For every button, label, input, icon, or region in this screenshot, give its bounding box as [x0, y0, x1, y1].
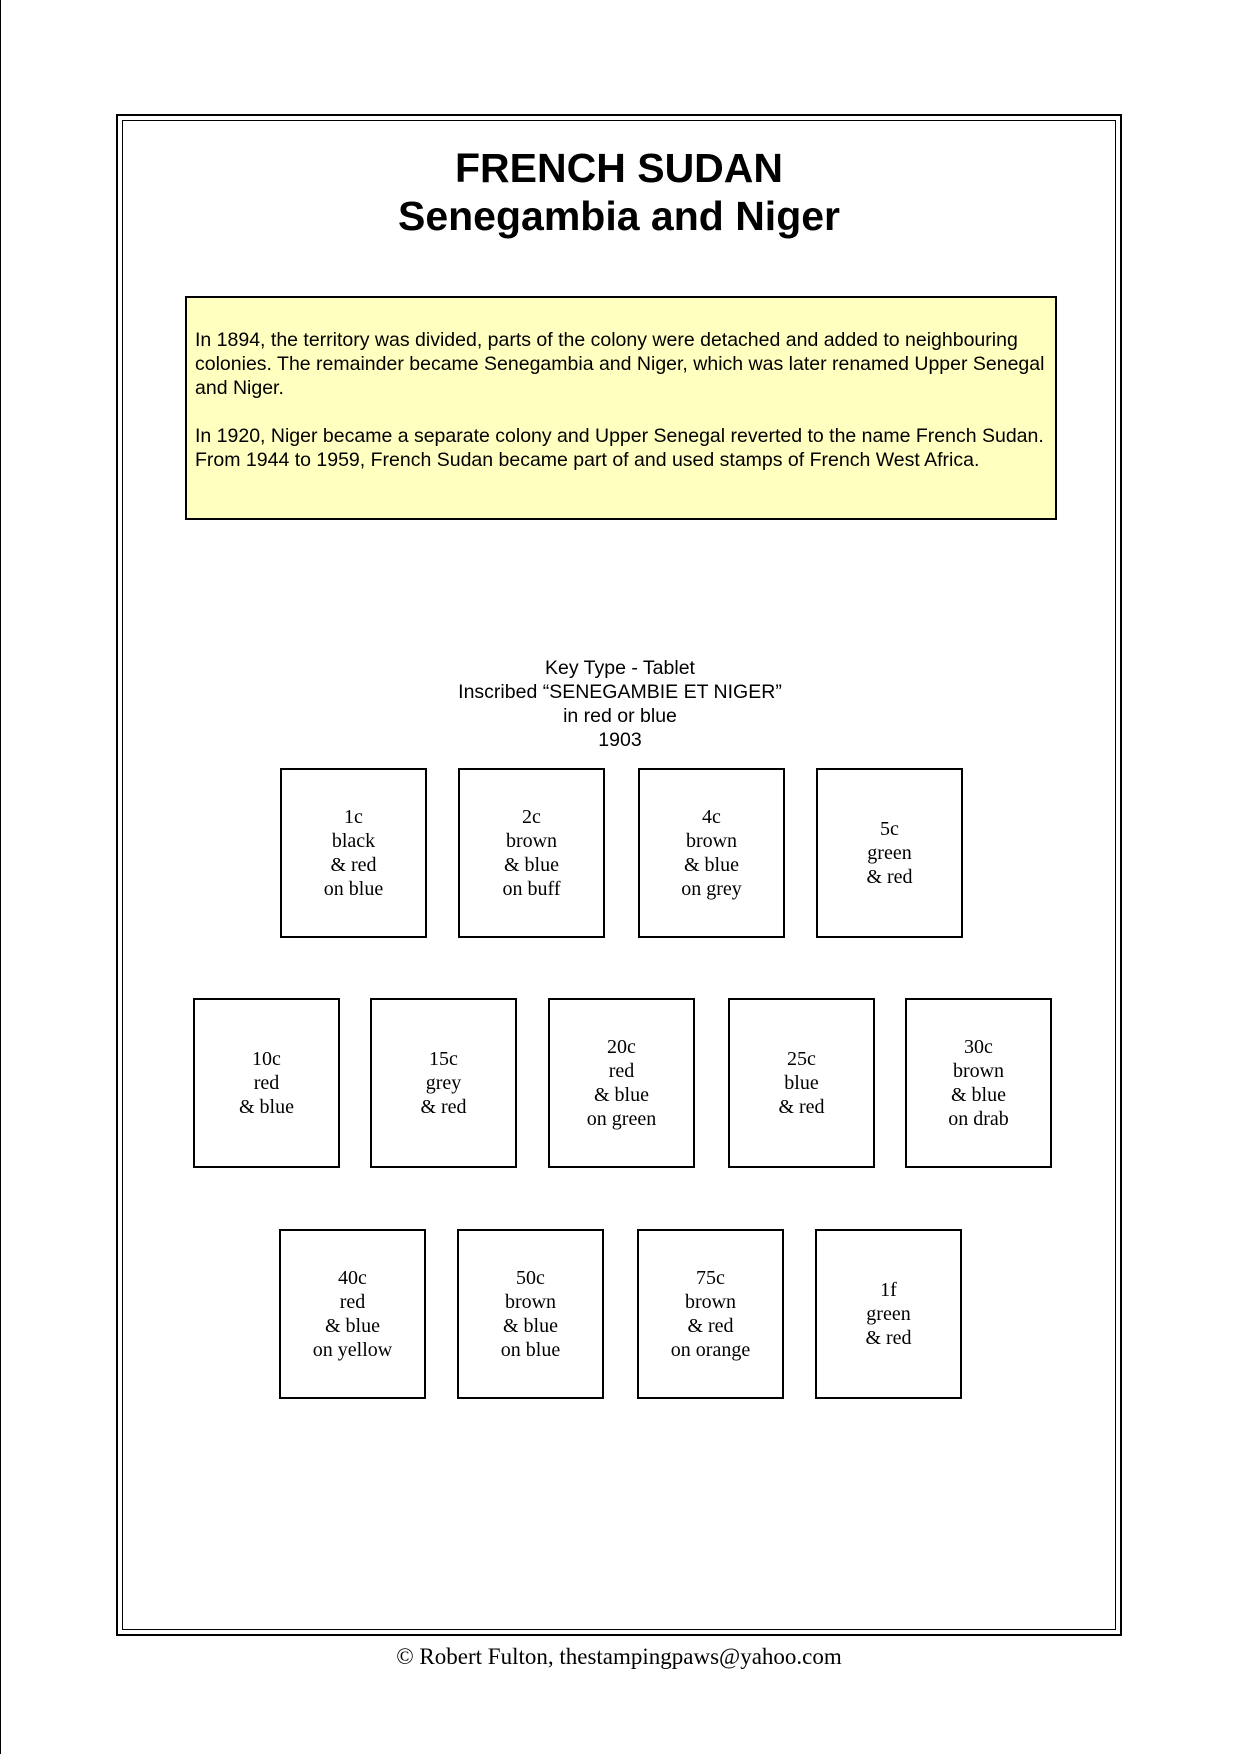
stamp-color: & red	[866, 866, 913, 888]
stamp-paper: on yellow	[312, 1339, 393, 1361]
issue-caption	[322, 656, 918, 752]
stamp-color: brown	[952, 1060, 1005, 1082]
history-paragraph-1: In 1894, the territory was divided, parts of the colony were detached and added to neighbouring colonies. The remainder became Senegambia and Niger, which was later renamed Upper Senegal and Niger.	[195, 329, 1045, 399]
stamp-color: brown	[685, 830, 738, 852]
stamp-box[interactable]	[280, 768, 427, 938]
issue-year: 1903	[598, 729, 642, 751]
stamp-box[interactable]	[728, 998, 875, 1168]
stamp-color: & blue	[239, 1096, 294, 1118]
stamp-color: & red	[687, 1315, 734, 1337]
stamp-box[interactable]	[279, 1229, 426, 1399]
stamp-color: red	[253, 1072, 280, 1094]
stamp-denomination: 25c	[787, 1048, 816, 1070]
stamp-denomination: 1c	[344, 806, 363, 828]
stamp-color: & red	[865, 1327, 912, 1349]
stamp-color: & blue	[504, 854, 559, 876]
stamp-color: brown	[504, 1291, 557, 1313]
stamp-color: brown	[684, 1291, 737, 1313]
issue-key-type: Key Type - Tablet	[545, 657, 695, 679]
stamp-box[interactable]	[637, 1229, 784, 1399]
stamp-denomination: 50c	[516, 1267, 545, 1289]
history-info-box	[185, 296, 1057, 520]
stamp-denomination: 15c	[429, 1048, 458, 1070]
stamp-color: & blue	[684, 854, 739, 876]
stamp-denomination: 10c	[252, 1048, 281, 1070]
stamp-color: brown	[505, 830, 558, 852]
stamp-color: & red	[420, 1096, 467, 1118]
stamp-paper: on blue	[323, 878, 384, 900]
stamp-color: & red	[778, 1096, 825, 1118]
stamp-denomination: 4c	[702, 806, 721, 828]
stamp-color: & red	[330, 854, 377, 876]
stamp-paper: on blue	[500, 1339, 561, 1361]
stamp-color: & blue	[325, 1315, 380, 1337]
stamp-box[interactable]	[458, 768, 605, 938]
stamp-box[interactable]	[815, 1229, 962, 1399]
stamp-color: red	[339, 1291, 366, 1313]
stamp-color: green	[866, 1303, 911, 1325]
stamp-denomination: 20c	[607, 1036, 636, 1058]
stamp-denomination: 1f	[880, 1279, 897, 1301]
page-subtitle: Senegambia and Niger	[397, 193, 840, 239]
copyright-footer: © Robert Fulton, thestampingpaws@yahoo.com	[396, 1644, 842, 1669]
stamp-color: blue	[784, 1072, 819, 1094]
stamp-box[interactable]	[370, 998, 517, 1168]
stamp-paper: on drab	[948, 1108, 1009, 1130]
stamp-color: black	[331, 830, 376, 852]
stamp-denomination: 30c	[964, 1036, 993, 1058]
page-edge	[0, 0, 1, 1754]
stamp-color: & blue	[594, 1084, 649, 1106]
stamp-color: red	[608, 1060, 635, 1082]
stamp-box[interactable]	[548, 998, 695, 1168]
stamp-color: grey	[425, 1072, 462, 1094]
stamp-paper: on buff	[502, 878, 561, 900]
stamp-box[interactable]	[816, 768, 963, 938]
stamp-box[interactable]	[638, 768, 785, 938]
stamp-denomination: 75c	[696, 1267, 725, 1289]
stamp-paper: on orange	[670, 1339, 751, 1361]
issue-inscription: Inscribed “SENEGAMBIE ET NIGER”	[458, 681, 782, 703]
stamp-denomination: 40c	[338, 1267, 367, 1289]
stamp-paper: on green	[586, 1108, 657, 1130]
stamp-color: & blue	[951, 1084, 1006, 1106]
stamp-color: green	[867, 842, 912, 864]
stamp-box[interactable]	[905, 998, 1052, 1168]
page-title: FRENCH SUDAN	[455, 145, 783, 191]
history-paragraph-2: In 1920, Niger became a separate colony and Upper Senegal reverted to the name French Sudan. From 1944 to 1959, French Sudan became part of and used stamps of French West Africa.	[195, 425, 1044, 471]
stamp-color: & blue	[503, 1315, 558, 1337]
stamp-box[interactable]	[193, 998, 340, 1168]
stamp-box[interactable]	[457, 1229, 604, 1399]
issue-ink: in red or blue	[563, 705, 677, 727]
stamp-denomination: 5c	[880, 818, 899, 840]
stamp-paper: on grey	[681, 878, 742, 900]
stamp-denomination: 2c	[522, 806, 541, 828]
